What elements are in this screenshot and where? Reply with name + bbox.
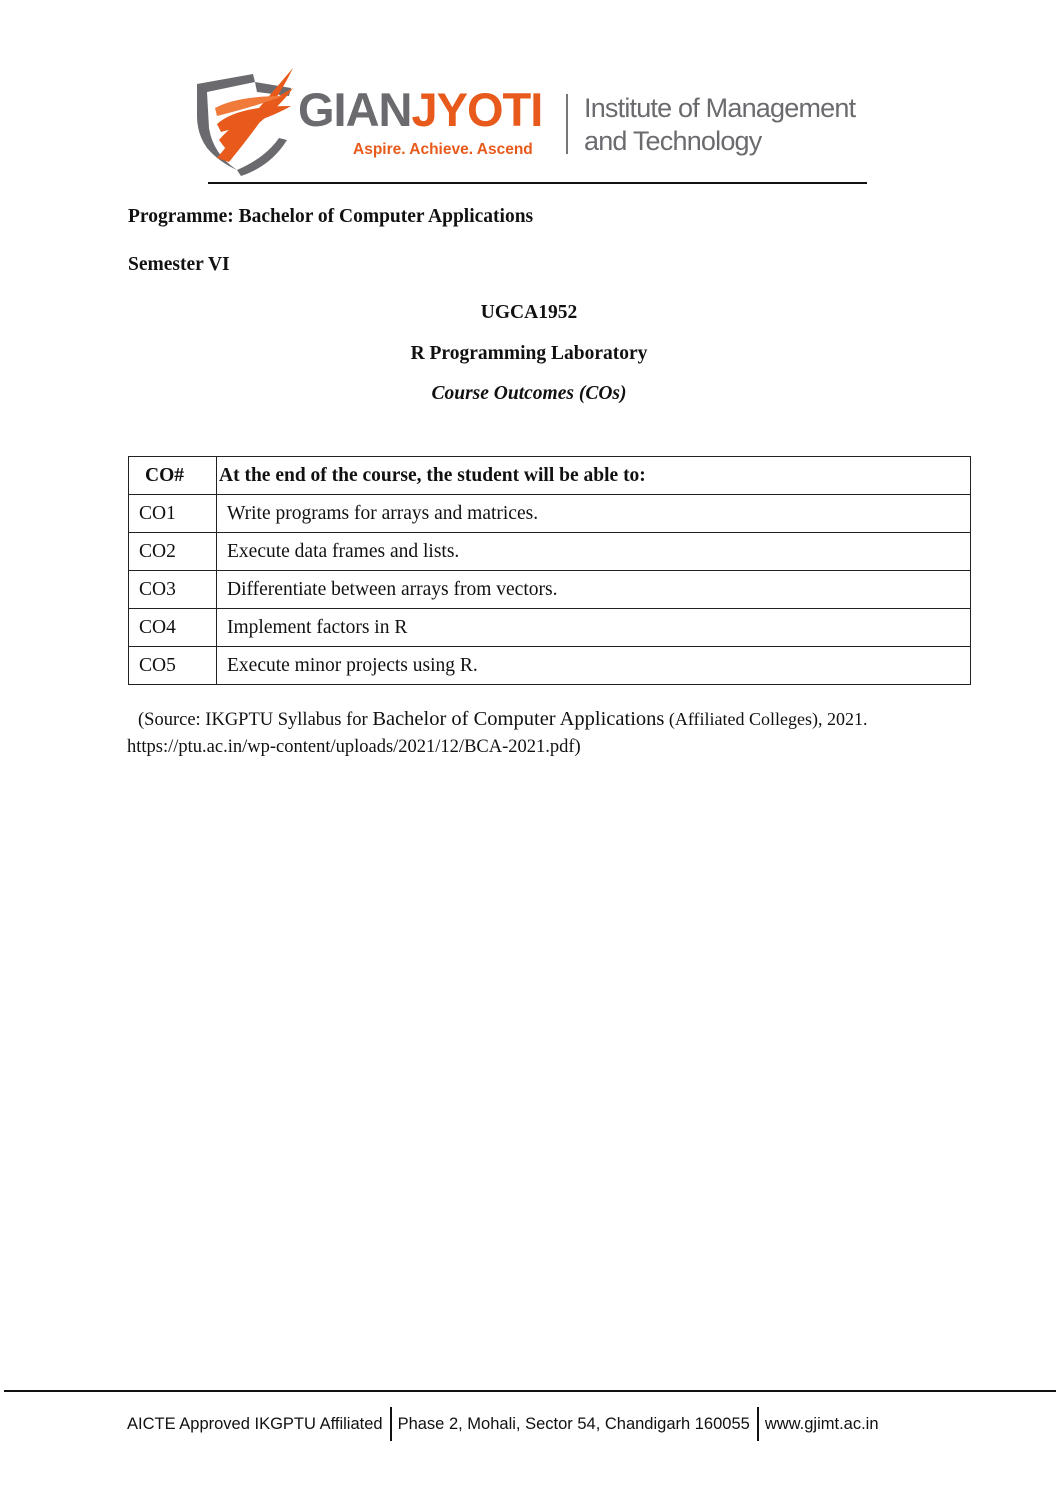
header-divider [566,94,568,154]
section-title: Course Outcomes (COs) [431,383,627,404]
course-title: R Programming Laboratory [410,343,648,364]
source-url[interactable]: https://ptu.ac.in/wp-content/uploads/2021/12/BCA-2021.pdf) [127,737,581,757]
header-co-number: CO# [129,457,217,495]
footer-address: Phase 2, Mohali, Sector 54, Chandigarh 160055 [397,1414,750,1433]
programme-heading: Programme: Bachelor of Computer Applications [128,206,534,227]
footer-affiliation: AICTE Approved IKGPTU Affiliated [127,1414,383,1433]
semester-heading: Semester VI [128,254,230,275]
institute-line-1: Institute of Management [584,93,856,123]
footer-divider [390,1407,392,1441]
table-row [129,647,971,685]
footer-rule [4,1390,1056,1392]
table-header-row [129,457,971,495]
footer-divider [757,1407,759,1441]
institute-header [195,64,875,174]
co-description: Implement factors in R [217,609,971,647]
brand-gian: GIAN [298,83,412,136]
table-row [129,533,971,571]
course-code: UGCA1952 [480,302,578,323]
brand-wordmark [298,83,543,136]
co-description: Execute minor projects using R. [217,647,971,685]
co-id: CO1 [129,495,217,533]
co-id: CO3 [129,571,217,609]
co-description: Write programs for arrays and matrices. [217,495,971,533]
co-description: Differentiate between arrays from vectors. [217,571,971,609]
table-row [129,495,971,533]
table-row [129,609,971,647]
source-prefix: (Source: IKGPTU Syllabus for [138,710,373,730]
page-footer [127,1407,879,1441]
footer-website-link[interactable]: www.gjimt.ac.in [764,1414,879,1433]
co-id: CO5 [129,647,217,685]
brand-jyoti: JYOTI [411,83,543,136]
source-programme: Bachelor of Computer Applications [372,708,665,730]
header-rule [208,182,867,184]
co-id: CO2 [129,533,217,571]
institute-name [584,92,855,158]
source-suffix: (Affiliated Colleges), 2021. [664,709,868,729]
institute-line-2: and Technology [584,126,762,156]
co-description: Execute data frames and lists. [217,533,971,571]
source-citation [127,706,947,761]
co-id: CO4 [129,609,217,647]
brand-tagline: Aspire. Achieve. Ascend [353,141,533,158]
course-outcomes-table [128,456,971,685]
header-outcome: At the end of the course, the student will be able to: [217,457,971,495]
shield-logo-icon [195,66,299,176]
table-row [129,571,971,609]
